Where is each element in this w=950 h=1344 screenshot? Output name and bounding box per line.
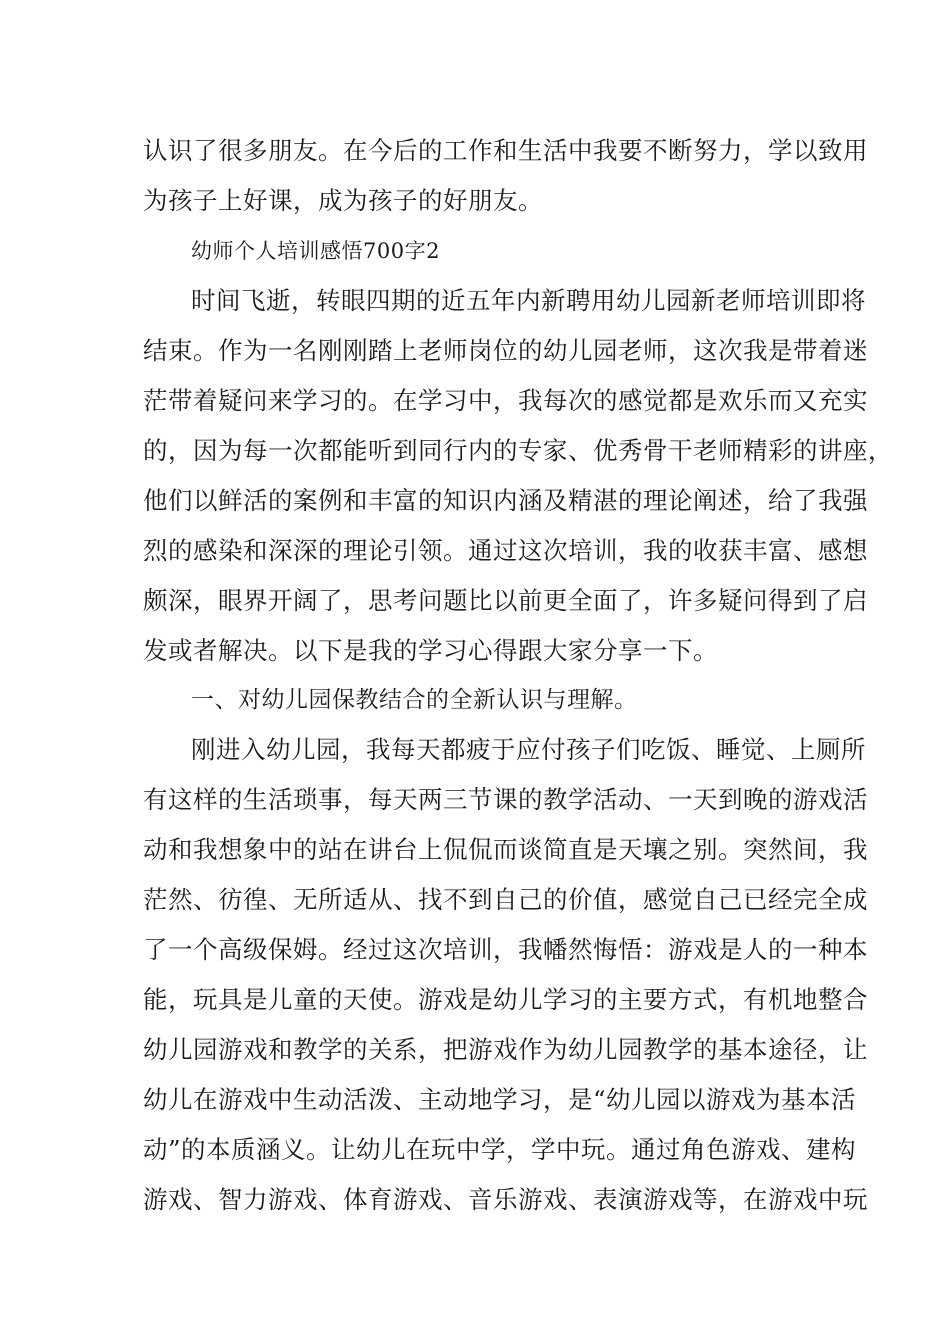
text-line: 游戏、智力游戏、体育游戏、音乐游戏、表演游戏等，在游戏中玩: [143, 1185, 868, 1214]
text-line: 了一个高级保姆。经过这次培训，我幡然悔悟：游戏是人的一种本: [143, 935, 868, 964]
subsection-heading: 一、对幼儿园保教结合的全新认识与理解。: [191, 687, 638, 713]
text-line: 发或者解决。以下是我的学习心得跟大家分享一下。: [143, 636, 718, 665]
text-line: 时间飞逝，转眼四期的近五年内新聘用幼儿园新老师培训即将: [191, 286, 866, 315]
text-line: 幼儿园游戏和教学的关系，把游戏作为幼儿园教学的基本途径，让: [143, 1035, 868, 1064]
text-line: 茫带着疑问来学习的。在学习中，我每次的感觉都是欢乐而又充实: [143, 386, 868, 415]
text-line: 有这样的生活琐事，每天两三节课的教学活动、一天到晚的游戏活: [143, 785, 868, 814]
text-line: 的，因为每一次都能听到同行内的专家、优秀骨干老师精彩的讲座，: [143, 436, 893, 465]
text-line: 他们以鲜活的案例和丰富的知识内涵及精湛的理论阐述，给了我强: [143, 486, 868, 515]
text-line: 烈的感染和深深的理论引领。通过这次培训，我的收获丰富、感想: [143, 536, 868, 565]
text-line: 刚进入幼儿园，我每天都疲于应付孩子们吃饭、睡觉、上厕所: [191, 735, 866, 764]
text-line: 认识了很多朋友。在今后的工作和生活中我要不断努力，学以致用: [143, 136, 868, 165]
text-line: 幼儿在游戏中生动活泼、主动地学习，是“幼儿园以游戏为基本活: [143, 1085, 857, 1114]
text-line: 为孩子上好课，成为孩子的好朋友。: [143, 186, 543, 215]
text-line: 动”的本质涵义。让幼儿在玩中学，学中玩。通过角色游戏、建构: [143, 1135, 857, 1164]
text-line: 颇深，眼界开阔了，思考问题比以前更全面了，许多疑问得到了启: [143, 586, 868, 615]
text-line: 能，玩具是儿童的天使。游戏是幼儿学习的主要方式，有机地整合: [143, 985, 868, 1014]
section-title: 幼师个人培训感悟700字2: [191, 239, 440, 263]
text-line: 结束。作为一名刚刚踏上老师岗位的幼儿园老师，这次我是带着迷: [143, 336, 868, 365]
text-line: 动和我想象中的站在讲台上侃侃而谈简直是天壤之别。突然间，我: [143, 835, 868, 864]
text-line: 茫然、彷徨、无所适从、找不到自己的价值，感觉自己已经完全成: [143, 885, 868, 914]
